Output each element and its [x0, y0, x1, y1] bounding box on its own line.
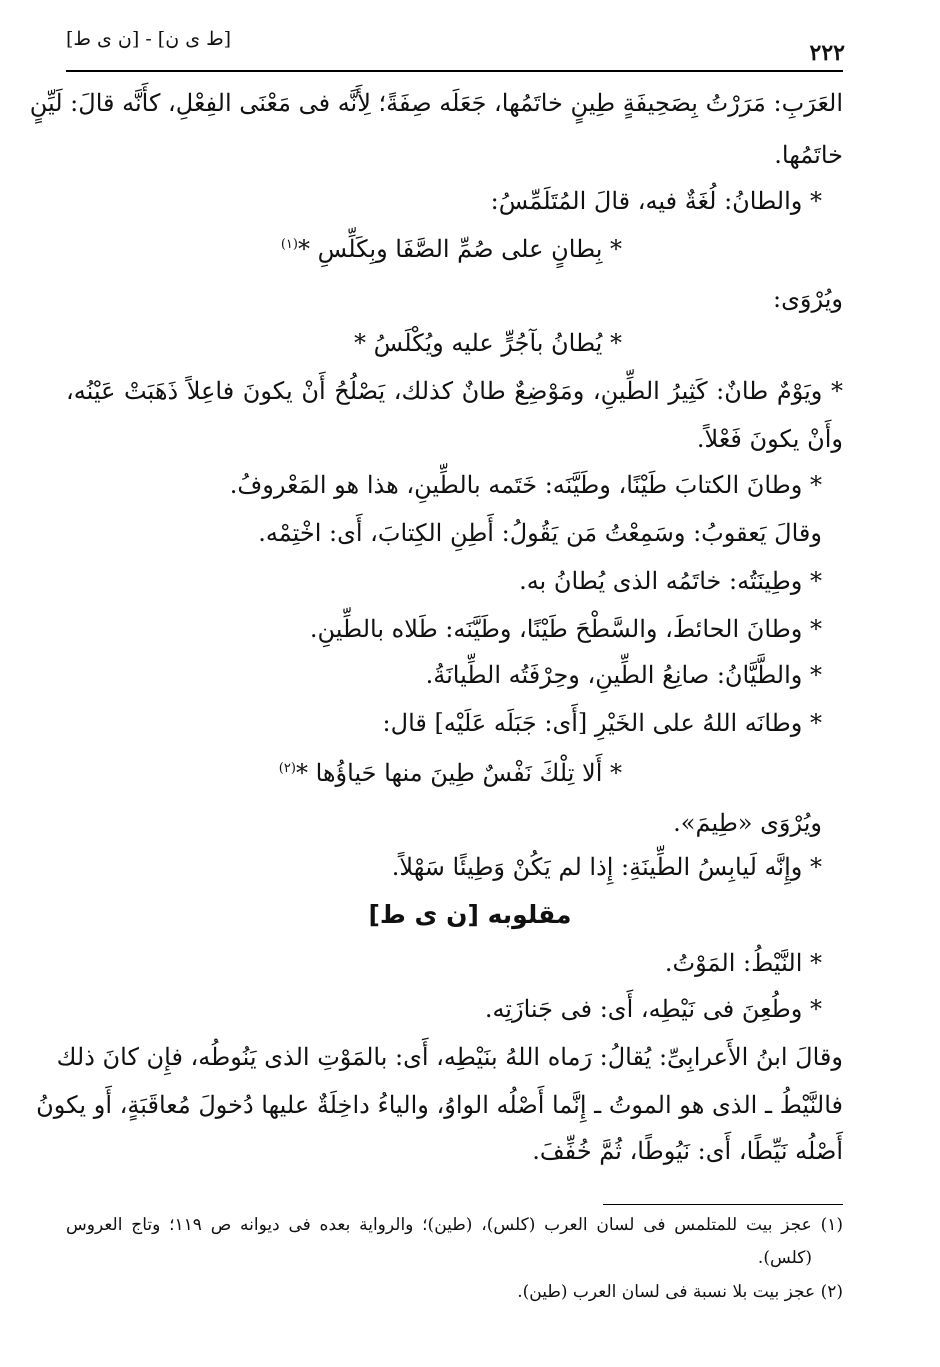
footnote-marker-2: (٢): [278, 761, 296, 776]
verse-line-3: [279, 754, 622, 788]
text-line-5: ويُرْوَى:: [773, 285, 843, 313]
footnote-1: (١) عجز بيت للمتلمس فى لسان العرب (كلس)، (طين)؛ والرواية بعده فى ديوانه ص ١١٩؛ وتاج العروس: [66, 1215, 843, 1235]
text-line-16: ويُرْوَى «طِيمَ».: [673, 809, 822, 837]
header-rule: [66, 70, 843, 72]
text-line-12: * وطانَ الحائطَ، والسَّطْحَ طَيْنًا، وطَيَّنَه: طَلاه بالطِّينِ.: [309, 615, 822, 643]
text-line-13: * والطَّيَّانُ: صانِعُ الطِّينِ، وحِرْفَتُه الطِّيانَةُ.: [425, 661, 822, 689]
running-head: [ط ی ن] - [ن ی ط]: [66, 28, 232, 50]
text-line-22: أَصْلُه نَيِّطًا، أَى: نَيُوطًا، ثُمَّ خُفِّفَ.: [532, 1137, 843, 1165]
verse-line-2: * يُطانُ بآجُرٍّ عليه ويُكْلَسُ *: [354, 329, 622, 357]
text-line-11: * وطِينَتُه: خاتَمُه الذى يُطانُ به.: [519, 567, 822, 595]
footnote-1-cont: (كلس).: [757, 1248, 812, 1268]
verse-line-1: [281, 230, 622, 264]
text-line-10: وقالَ يَعقوبُ: وسَمِعْتُ مَن يَقُولُ: أَطِنِ الكِتابَ، أَى: اخْتِمْه.: [258, 519, 822, 547]
text-line-17: * وإِنَّه لَيابِسُ الطِّينَةِ: إِذا لم يَكُنْ وَطِيئًا سَهْلاً.: [391, 853, 822, 881]
text-line-7: * ويَوْمٌ طانٌ: كَثِيرُ الطِّينِ، ومَوْضِعٌ طانٌ كذلك، يَصْلُحُ أَنْ يكونَ فاعِلاً ذَهَبَتْ عَيْنُه،: [66, 377, 843, 405]
text-line-2: خاتَمُها.: [774, 141, 843, 169]
footnote-2: (٢) عجز بيت بلا نسبة فى لسان العرب (طين).: [517, 1282, 843, 1302]
text-line-18: * النَّيْطُ: المَوْتُ.: [664, 949, 822, 977]
footnote-rule: [603, 1204, 843, 1205]
verse-text-3: * أَلا تِلْكَ نَفْسٌ طِينَ منها حَياؤُها *: [295, 759, 622, 787]
page-number: ٢٢٢: [809, 40, 845, 66]
section-heading: مقلوبه [ن ی ط]: [368, 900, 572, 929]
footnote-marker-1: (١): [280, 237, 298, 252]
text-line-21: فالنَّيْطُ ـ الذى هو الموتُ ـ إِنَّما أَصْلُه الواوُ، والياءُ داخِلَةٌ عليها دُخولَ مُعاقَبَةٍ، أَو يكونُ: [36, 1091, 843, 1119]
text-line-1: العَرَبِ: مَرَرْتُ بِصَحِيفَةٍ طِينٍ خاتَمُها، جَعَلَه صِفَةً؛ لِأَنَّه فى مَعْنَى الفِعْلِ، كأَنَّه قالَ: لَيِّنٍ: [29, 89, 843, 117]
text-line-3: * والطانُ: لُغَةٌ فيه، قالَ المُتَلَمِّسُ:: [490, 187, 822, 215]
text-line-20: وقالَ ابنُ الأَعرابِىِّ: يُقالُ: رَماه اللهُ بنَيْطِه، أَى: بالمَوْتِ الذى يَنُوطُه، فإِن كانَ ذلك: [56, 1043, 843, 1071]
text-line-19: * وطُعِنَ فى نَيْطِه، أَى: فى جَنازَتِه.: [484, 995, 822, 1023]
verse-text-1: * بِطانٍ على صُمِّ الصَّفَا وبِكَلِّسِ *: [297, 235, 622, 263]
text-line-9: * وطانَ الكتابَ طَيْنًا، وطَيَّنَه: خَتَمه بالطِّينِ، هذا هو المَعْروفُ.: [229, 471, 822, 499]
text-line-14: * وطانَه اللهُ على الخَيْرِ [أَى: جَبَلَه عَلَيْه] قال:: [382, 709, 822, 737]
text-line-8: وأَنْ يكونَ فَعْلاً.: [696, 425, 843, 453]
